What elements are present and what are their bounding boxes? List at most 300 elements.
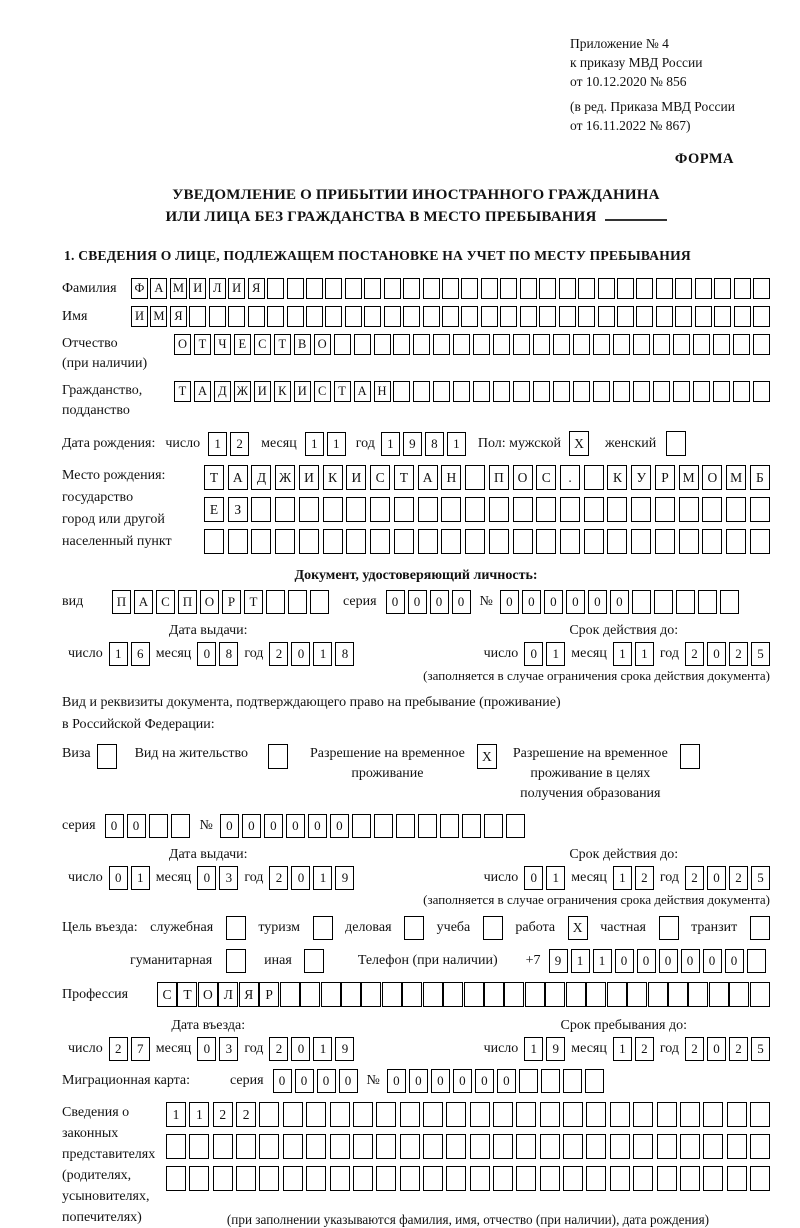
purpose-business-checkbox[interactable] <box>404 916 424 940</box>
identity-doc-heading: Документ, удостоверяющий личность: <box>294 568 538 583</box>
issue-day-field[interactable] <box>109 642 150 666</box>
form-cell <box>607 982 627 1007</box>
form-cell: Я <box>170 306 187 327</box>
form-cell <box>402 982 422 1007</box>
representatives-row3-field[interactable] <box>166 1166 770 1191</box>
birth-year-field[interactable] <box>381 432 466 456</box>
purpose-option-label: деловая <box>345 920 392 935</box>
row-purpose-2 <box>62 949 770 973</box>
form-cell <box>607 529 627 554</box>
form-cell: . <box>560 465 580 490</box>
form-cell <box>673 334 690 355</box>
form-cell: 0 <box>109 866 128 890</box>
residence-doc-dates <box>62 846 770 890</box>
issue-year-field[interactable] <box>269 642 354 666</box>
residence-permit-label: Вид на жительство <box>134 746 248 761</box>
birth-month-field[interactable] <box>305 432 346 456</box>
year-label: год <box>659 1041 679 1056</box>
form-cell: К <box>323 465 343 490</box>
form-cell <box>330 1166 350 1191</box>
form-cell: 0 <box>707 866 726 890</box>
identity-doc-dates <box>62 622 770 666</box>
form-cell <box>376 1166 396 1191</box>
form-cell: 1 <box>613 642 632 666</box>
row-profession <box>62 982 770 1007</box>
form-cell: 2 <box>213 1102 233 1127</box>
form-cell <box>633 1166 653 1191</box>
form-cell: 8 <box>425 432 444 456</box>
stay-until-group <box>478 1017 770 1061</box>
form-cell <box>493 1102 513 1127</box>
form-cell <box>280 982 300 1007</box>
form-cell <box>489 529 509 554</box>
form-cell <box>376 1102 396 1127</box>
migration-series-field[interactable] <box>273 1069 358 1093</box>
purpose-tourism-checkbox[interactable] <box>313 916 333 940</box>
stay-year-field[interactable] <box>685 1037 770 1061</box>
form-cell <box>720 590 739 614</box>
form-cell: Ж <box>275 465 295 490</box>
form-cell: Е <box>234 334 251 355</box>
form-cell <box>585 1069 604 1093</box>
form-cell: Р <box>259 982 279 1007</box>
form-cell <box>553 334 570 355</box>
year-label: год <box>244 870 264 885</box>
form-cell <box>306 306 323 327</box>
form-cell <box>631 529 651 554</box>
valid-month-field[interactable] <box>613 642 654 666</box>
form-cell: 0 <box>291 642 310 666</box>
form-cell <box>753 306 770 327</box>
birthplace-row3-field[interactable] <box>204 529 770 554</box>
appendix-line: к приказу МВД России <box>570 55 703 70</box>
row-migration-card <box>62 1069 770 1093</box>
form-cell <box>470 1102 490 1127</box>
purpose-option-label: транзит <box>691 920 738 935</box>
name-field[interactable] <box>131 306 770 327</box>
temp-residence-education-checkbox[interactable] <box>680 744 700 769</box>
form-cell <box>330 1134 350 1159</box>
valid-until-heading: Срок действия до: <box>569 623 679 638</box>
representatives-fields <box>166 1102 770 1228</box>
form-cell <box>500 278 517 299</box>
form-cell <box>345 306 362 327</box>
form-cell <box>729 982 749 1007</box>
purpose-other-checkbox[interactable] <box>304 949 324 973</box>
form-cell <box>633 334 650 355</box>
form-cell <box>446 1166 466 1191</box>
form-cell: 0 <box>286 814 305 838</box>
form-title <box>62 184 770 228</box>
form-cell <box>484 814 503 838</box>
form-cell <box>400 1166 420 1191</box>
name-label: Имя <box>62 309 88 324</box>
form-cell: 0 <box>264 814 283 838</box>
form-cell: 1 <box>313 642 332 666</box>
form-cell: 1 <box>166 1102 186 1127</box>
form-cell: 2 <box>230 432 249 456</box>
form-cell: 1 <box>313 866 332 890</box>
residence-valid-year-field[interactable] <box>685 866 770 890</box>
surname-field[interactable] <box>131 278 770 299</box>
surname-label: Фамилия <box>62 281 117 296</box>
form-cell <box>688 982 708 1007</box>
form-cell: 0 <box>707 642 726 666</box>
form-title-line1: УВЕДОМЛЕНИЕ О ПРИБЫТИИ ИНОСТРАННОГО ГРАЖДАНИНА <box>172 187 660 203</box>
form-cell <box>374 334 391 355</box>
representatives-label: Сведения о законных представителях (родителях, усыновителях, попечителях) <box>62 1105 156 1225</box>
form-cell <box>251 497 271 522</box>
residence-number-field[interactable] <box>220 814 525 838</box>
month-label: месяц <box>261 435 297 451</box>
birthplace-label: Место рождения: государство город или другой населенный пункт <box>62 468 172 549</box>
purpose-option-label: туризм <box>258 920 300 935</box>
form-cell <box>341 982 361 1007</box>
residence-doc-line1: Вид и реквизиты документа, подтверждающего право на пребывание (проживание) <box>62 695 561 710</box>
form-cell <box>656 278 673 299</box>
form-cell <box>516 1134 536 1159</box>
form-cell: 2 <box>685 642 704 666</box>
form-cell <box>493 1166 513 1191</box>
form-cell <box>676 590 695 614</box>
form-cell <box>465 497 485 522</box>
form-cell: 0 <box>409 1069 428 1093</box>
residence-series-field[interactable] <box>105 814 190 838</box>
form-cell: Ф <box>131 278 148 299</box>
form-cell: 0 <box>430 590 449 614</box>
residence-valid-month-field[interactable] <box>613 866 654 890</box>
form-cell <box>533 381 550 402</box>
form-cell <box>204 529 224 554</box>
form-cell <box>747 949 766 973</box>
form-cell: 1 <box>208 432 227 456</box>
form-cell: М <box>726 465 746 490</box>
form-cell <box>453 381 470 402</box>
entry-month-field[interactable] <box>197 1037 238 1061</box>
birthplace-row1-field[interactable] <box>204 465 770 490</box>
patronymic-label: Отчество (при наличии) <box>62 336 148 371</box>
residence-doc-options <box>62 744 770 804</box>
form-cell <box>481 306 498 327</box>
form-cell: 1 <box>613 866 632 890</box>
entry-day-field[interactable] <box>109 1037 150 1061</box>
form-cell <box>560 497 580 522</box>
form-cell <box>393 334 410 355</box>
form-cell <box>593 334 610 355</box>
valid-day-field[interactable] <box>524 642 565 666</box>
form-cell <box>693 381 710 402</box>
migration-number-field[interactable] <box>387 1069 604 1093</box>
visa-label: Виза <box>62 746 91 761</box>
sex-male-label: Пол: мужской <box>477 435 562 451</box>
form-cell: 0 <box>431 1069 450 1093</box>
sex-female-checkbox[interactable] <box>666 431 686 456</box>
form-cell <box>228 529 248 554</box>
section-1-heading: 1. СВЕДЕНИЯ О ЛИЦЕ, ПОДЛЕЖАЩЕМ ПОСТАНОВКЕ НА УЧЕТ ПО МЕСТУ ПРЕБЫВАНИЯ <box>64 248 691 263</box>
year-label: год <box>244 1041 264 1056</box>
form-cell: 1 <box>593 949 612 973</box>
form-cell <box>680 1134 700 1159</box>
form-cell <box>586 1134 606 1159</box>
form-cell: 1 <box>571 949 590 973</box>
form-cell <box>702 497 722 522</box>
form-cell <box>300 982 320 1007</box>
form-cell: Ч <box>214 334 231 355</box>
form-cell <box>703 1134 723 1159</box>
stay-day-field[interactable] <box>524 1037 565 1061</box>
valid-year-field[interactable] <box>685 642 770 666</box>
form-cell: И <box>228 278 245 299</box>
purpose-official-checkbox[interactable] <box>226 916 246 940</box>
form-cell <box>563 1134 583 1159</box>
form-cell: 0 <box>387 1069 406 1093</box>
residence-doc-line2: в Российской Федерации: <box>62 717 215 732</box>
form-cell <box>566 982 586 1007</box>
form-cell <box>753 334 770 355</box>
form-cell <box>353 1134 373 1159</box>
form-cell: 0 <box>497 1069 516 1093</box>
form-cell <box>470 1166 490 1191</box>
number-label: № <box>479 594 493 609</box>
form-cell <box>325 278 342 299</box>
form-cell: 0 <box>522 590 541 614</box>
form-cell: С <box>370 465 390 490</box>
form-cell <box>413 381 430 402</box>
form-cell <box>384 306 401 327</box>
form-cell <box>299 497 319 522</box>
form-cell: 0 <box>500 590 519 614</box>
purpose-private-checkbox[interactable] <box>659 916 679 940</box>
purpose-study-checkbox[interactable] <box>483 916 503 940</box>
form-cell <box>259 1166 279 1191</box>
form-cell <box>213 1134 233 1159</box>
valid-until-heading: Срок действия до: <box>569 847 679 862</box>
form-cell: К <box>274 381 291 402</box>
form-cell <box>753 278 770 299</box>
identity-doc-note: (заполняется в случае ограничения срока действия документа) <box>423 668 770 683</box>
doc-series-field[interactable] <box>386 590 471 614</box>
identity-issue-group <box>62 622 354 666</box>
form-cell <box>633 381 650 402</box>
year-label: год <box>244 646 264 661</box>
option-temp-residence <box>310 744 497 784</box>
form-cell <box>259 1134 279 1159</box>
form-cell: 1 <box>546 642 565 666</box>
birth-day-field[interactable] <box>208 432 249 456</box>
form-cell <box>593 381 610 402</box>
form-cell: 2 <box>635 866 654 890</box>
form-cell: 0 <box>452 590 471 614</box>
form-cell: 0 <box>588 590 607 614</box>
form-cell: 0 <box>453 1069 472 1093</box>
form-cell: Ж <box>234 381 251 402</box>
temp-residence-checkbox[interactable]: X <box>477 744 497 769</box>
form-cell <box>306 1134 326 1159</box>
form-cell <box>461 306 478 327</box>
form-cell: Б <box>750 465 770 490</box>
form-cell <box>423 982 443 1007</box>
form-cell <box>536 529 556 554</box>
form-cell <box>441 529 461 554</box>
form-cell <box>345 278 362 299</box>
form-cell: 2 <box>269 1037 288 1061</box>
purpose-work-checkbox[interactable]: X <box>568 916 588 940</box>
form-cell <box>418 497 438 522</box>
form-cell <box>750 1102 770 1127</box>
birthplace-row2-field[interactable] <box>204 497 770 522</box>
form-cell: О <box>198 982 218 1007</box>
form-cell: 0 <box>197 642 216 666</box>
form-cell <box>267 306 284 327</box>
birthplace-fields <box>204 465 770 561</box>
form-cell <box>353 1166 373 1191</box>
form-cell: К <box>607 465 627 490</box>
residence-issue-year-field[interactable] <box>269 866 354 890</box>
option-temp-residence-education <box>513 744 700 804</box>
form-cell <box>680 1166 700 1191</box>
form-cell <box>259 1102 279 1127</box>
sex-male-checkbox[interactable]: X <box>569 431 589 456</box>
form-cell <box>441 497 461 522</box>
form-title-line2: ИЛИ ЛИЦА БЕЗ ГРАЖДАНСТВА В МЕСТО ПРЕБЫВАНИЯ <box>62 206 770 228</box>
form-cell <box>346 497 366 522</box>
form-cell <box>396 814 415 838</box>
purpose-humanitarian-checkbox[interactable] <box>226 949 246 973</box>
form-cell: 1 <box>109 642 128 666</box>
form-cell <box>727 1166 747 1191</box>
residence-permit-checkbox[interactable] <box>268 744 288 769</box>
form-cell: 0 <box>637 949 656 973</box>
purpose-option-label: гуманитарная <box>130 953 213 968</box>
form-cell: 1 <box>305 432 324 456</box>
row-residence-series <box>62 814 770 838</box>
form-cell <box>364 306 381 327</box>
entry-year-field[interactable] <box>269 1037 354 1061</box>
form-cell: М <box>150 306 167 327</box>
phone-field[interactable] <box>549 949 766 973</box>
form-cell: 1 <box>189 1102 209 1127</box>
form-cell: А <box>354 381 371 402</box>
form-cell: 0 <box>242 814 261 838</box>
residence-valid-day-field[interactable] <box>524 866 565 890</box>
representatives-row1-field[interactable] <box>166 1102 770 1127</box>
form-cell: С <box>157 982 177 1007</box>
form-cell <box>209 306 226 327</box>
form-cell: Л <box>218 982 238 1007</box>
form-cell <box>418 529 438 554</box>
form-cell: 3 <box>219 866 238 890</box>
form-cell <box>433 381 450 402</box>
form-cell: И <box>131 306 148 327</box>
form-cell <box>540 1102 560 1127</box>
form-cell <box>423 306 440 327</box>
visa-checkbox[interactable] <box>97 744 117 769</box>
form-cell: 5 <box>751 866 770 890</box>
form-cell <box>648 982 668 1007</box>
form-cell <box>657 1166 677 1191</box>
form-cell <box>267 278 284 299</box>
form-cell <box>657 1134 677 1159</box>
row-name <box>62 306 770 327</box>
doc-kind-field[interactable] <box>112 590 329 614</box>
form-cell <box>493 381 510 402</box>
form-cell: Я <box>248 278 265 299</box>
form-cell <box>753 381 770 402</box>
form-cell <box>613 334 630 355</box>
form-cell <box>513 381 530 402</box>
option-residence-permit <box>135 744 288 769</box>
form-cell: 0 <box>703 949 722 973</box>
form-cell <box>310 590 329 614</box>
residence-issue-month-field[interactable] <box>197 866 238 890</box>
form-cell: 0 <box>475 1069 494 1093</box>
form-cell: 1 <box>313 1037 332 1061</box>
stay-month-field[interactable] <box>613 1037 654 1061</box>
number-label: № <box>199 818 213 833</box>
month-label: месяц <box>155 646 192 661</box>
form-cell <box>166 1166 186 1191</box>
form-cell: Т <box>334 381 351 402</box>
form-cell: 0 <box>707 1037 726 1061</box>
form-cell <box>702 529 722 554</box>
form-cell <box>470 1134 490 1159</box>
purpose-transit-checkbox[interactable] <box>750 916 770 940</box>
form-cell <box>734 306 751 327</box>
form-cell <box>306 1102 326 1127</box>
residence-issue-day-field[interactable] <box>109 866 150 890</box>
form-cell: 9 <box>549 949 568 973</box>
form-cell <box>403 278 420 299</box>
patronymic-field[interactable] <box>174 334 770 355</box>
profession-field[interactable] <box>157 982 770 1007</box>
form-cell <box>423 1166 443 1191</box>
form-cell: 0 <box>681 949 700 973</box>
citizenship-field[interactable] <box>174 381 770 402</box>
form-cell <box>733 334 750 355</box>
form-cell <box>636 278 653 299</box>
form-cell: 0 <box>339 1069 358 1093</box>
series-label: серия <box>230 1073 264 1088</box>
form-cell <box>668 982 688 1007</box>
form-cell: Р <box>222 590 241 614</box>
form-cell <box>713 381 730 402</box>
doc-number-field[interactable] <box>500 590 739 614</box>
form-cell <box>598 306 615 327</box>
form-cell <box>539 278 556 299</box>
title-blank-line <box>605 207 667 221</box>
form-cell: М <box>170 278 187 299</box>
purpose-option-label: частная <box>600 920 646 935</box>
form-cell: 2 <box>635 1037 654 1061</box>
form-cell: П <box>178 590 197 614</box>
form-cell <box>353 1102 373 1127</box>
representatives-row2-field[interactable] <box>166 1134 770 1159</box>
issue-month-field[interactable] <box>197 642 238 666</box>
form-cell <box>709 982 729 1007</box>
row-birth-date <box>62 431 770 456</box>
row-representatives <box>62 1102 770 1228</box>
appendix-line: от 10.12.2020 № 856 <box>570 74 687 89</box>
form-cell <box>489 497 509 522</box>
form-cell <box>283 1166 303 1191</box>
residence-issue-group <box>62 846 354 890</box>
form-cell <box>553 381 570 402</box>
form-cell: 0 <box>308 814 327 838</box>
month-label: месяц <box>155 870 192 885</box>
form-cell: 1 <box>613 1037 632 1061</box>
row-purpose <box>62 916 770 940</box>
series-label: серия <box>343 594 377 609</box>
